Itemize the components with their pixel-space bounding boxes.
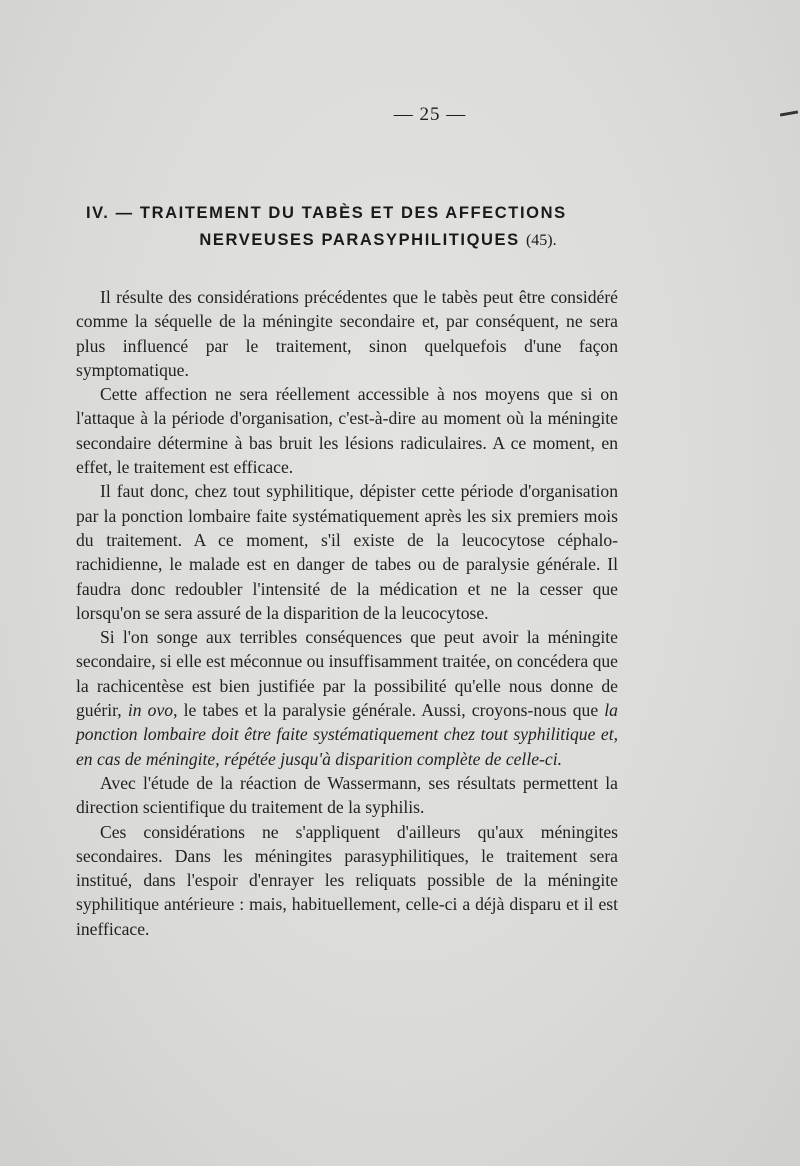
paragraph-2: Cette affection ne sera réellement accessible à nos moyens que si on l'attaque à la période d'organisation, c'est-à-dire au moment où la méningite secondaire détermine à bas bruit les lésions radiculaires. A ce moment, en effet, le traitement est efficace.	[76, 384, 618, 478]
heading-reference: (45).	[525, 232, 557, 249]
body-text	[76, 285, 618, 941]
paragraph-1: Il résulte des considérations précédentes que le tabès peut être considéré comme la séquelle de la méningite secondaire et, par conséquent, ne sera plus influencé par le traitement, sinon quelquefois d'une façon symptomatique.	[76, 287, 618, 380]
paragraph-3: Il faut donc, chez tout syphilitique, dépister cette période d'organisation par la ponction lombaire faite systématiquement après les six premiers mois du traitement. A ce moment, s'il existe de la leucocytose céphalo-rachidienne, le malade est en danger de tabes ou de paralysie générale. Il faudra donc redoubler l'intensité de la médication et ne la cesser que lorsqu'on se sera assuré de la disparition de la leucocytose.	[76, 481, 618, 623]
heading-line-2	[118, 227, 638, 254]
paragraph-6: Ces considérations ne s'appliquent d'ailleurs qu'aux méningites secondaires. Dans les méningites parasyphilitiques, le traitement sera institué, dans l'espoir d'enrayer les reliquats possible de la méningite syphilitique antérieure : mais, habituellement, celle-ci a déjà disparu et il est inefficace.	[76, 821, 618, 939]
paragraph-4-italic-1: in ovo	[127, 700, 174, 721]
chapter-heading	[78, 200, 638, 254]
paragraph-5: Avec l'étude de la réaction de Wassermann, ses résultats permettent la direction scientifique du traitement de la syphilis.	[76, 772, 618, 818]
heading-line-1: IV. — TRAITEMENT DU TABÈS ET DES AFFECTIONS	[86, 204, 567, 222]
page-number: — 25 —	[393, 104, 467, 125]
paragraph-4-italic-2: la ponction lombaire doit être faite systématiquement chez tout syphilitique et, en cas de méningite, répétée jusqu'à disparition complète de celle-ci.	[76, 700, 618, 769]
paragraph-4-part-1: Si l'on songe aux terribles conséquences que peut avoir la méningite secondaire, si elle est méconnue ou insuffisamment traitée, on concédera que la rachicentèse est bien justifiée par la possibilité qu'elle nous donne de guérir,	[76, 627, 618, 721]
heading-line-2-text: NERVEUSES PARASYPHILITIQUES	[199, 231, 520, 249]
paragraph-4	[76, 625, 618, 771]
paragraph-4-part-2: , le tabes et la paralysie générale. Aussi, croyons-nous que	[173, 700, 605, 721]
